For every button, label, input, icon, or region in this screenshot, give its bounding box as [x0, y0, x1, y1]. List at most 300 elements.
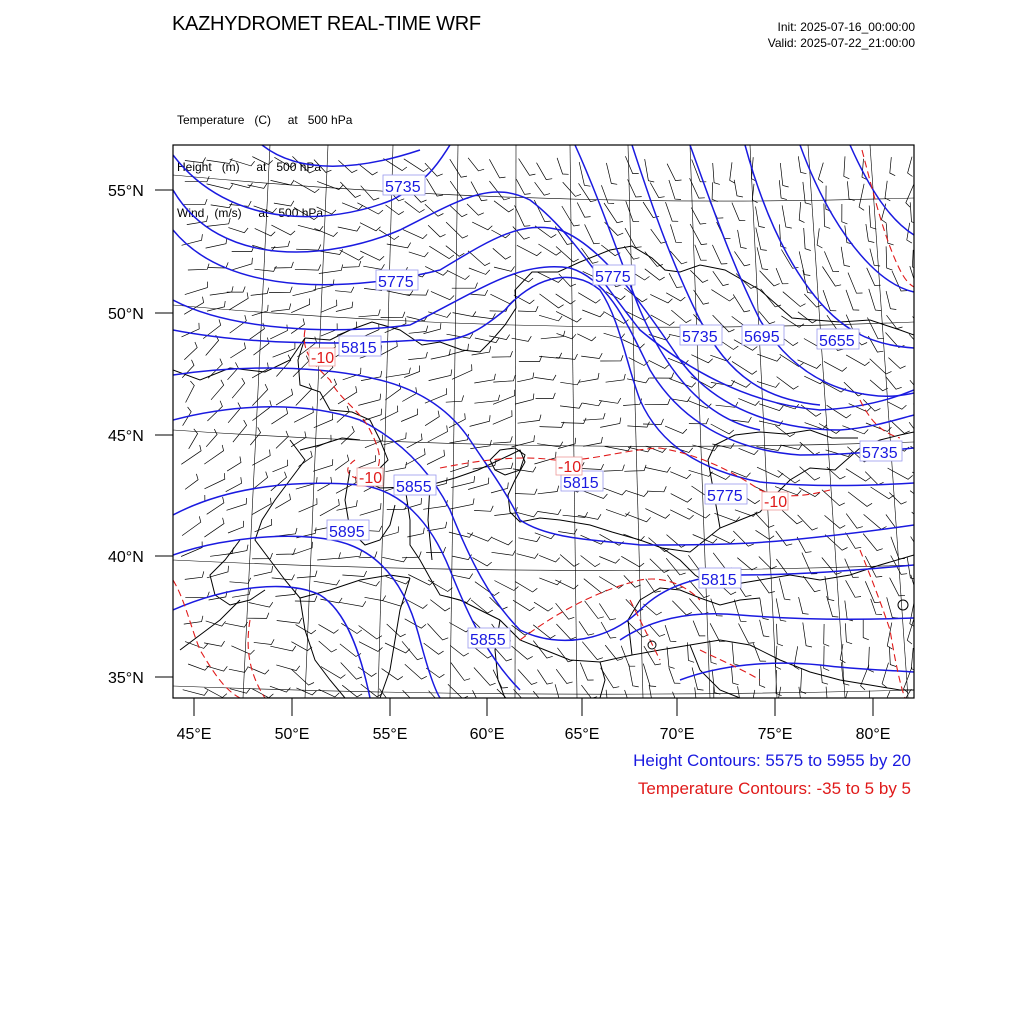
wind-barb [890, 420, 909, 433]
wind-barb [254, 639, 274, 644]
wind-barb [825, 515, 846, 528]
wind-barb [667, 647, 675, 669]
wind-barb [887, 597, 899, 618]
wind-barb [901, 689, 911, 711]
height-label [468, 628, 510, 649]
wind-barb [515, 394, 534, 405]
svg-text:-10: -10 [359, 470, 383, 487]
wind-barb [540, 422, 565, 428]
wind-barb [513, 600, 535, 611]
wind-barb [252, 305, 268, 316]
wind-barb [779, 578, 790, 600]
wind-barb [186, 381, 195, 403]
wind-barb [320, 499, 339, 516]
wind-barb [252, 384, 267, 406]
wind-barb [230, 315, 247, 333]
wind-barb [365, 596, 386, 601]
wind-barb [912, 472, 934, 483]
wind-barb [537, 442, 563, 447]
wind-barb [624, 465, 646, 471]
wind-barb [424, 323, 441, 334]
wind-barb [274, 201, 294, 206]
wind-barb [518, 415, 541, 424]
wind-barb [211, 203, 233, 208]
wind-barb [583, 413, 605, 420]
wind-barb [915, 354, 932, 371]
wind-barb [804, 228, 811, 251]
wind-barb [428, 225, 445, 237]
wind-barb [757, 381, 780, 387]
wind-barb [823, 382, 846, 392]
wind-barb [248, 183, 268, 188]
wind-barb [755, 513, 774, 528]
wind-barb [666, 202, 679, 221]
wind-barb [450, 498, 474, 509]
wind-barb [864, 514, 887, 529]
wind-barb [846, 355, 869, 366]
wind-barb [271, 241, 290, 248]
wind-barb [870, 380, 888, 391]
wind-barb [519, 356, 542, 362]
wind-barb [453, 312, 476, 317]
lon-label: 65°E [564, 726, 600, 743]
wind-barb [472, 222, 492, 230]
wind-barb [712, 535, 735, 544]
wind-barb [670, 251, 687, 264]
wind-barb [313, 459, 333, 471]
wind-barb [517, 245, 542, 255]
wind-barb [404, 498, 422, 509]
wind-barb [913, 317, 930, 331]
wind-barb [577, 203, 590, 218]
wind-barb [628, 179, 642, 197]
wind-barb [803, 182, 811, 205]
wind-barb [468, 158, 484, 171]
wind-barb [625, 690, 638, 710]
wind-barb [452, 555, 471, 560]
wind-barb [693, 535, 717, 544]
wind-barb [517, 554, 539, 559]
wind-barb [205, 473, 225, 489]
wind-barb [623, 534, 644, 541]
wind-barb [225, 622, 247, 627]
wind-barb [277, 618, 302, 623]
wind-barb [629, 664, 639, 687]
wind-barb [712, 182, 718, 201]
wind-barb [606, 374, 626, 382]
wind-barb [405, 201, 425, 212]
wind-barb [914, 290, 923, 313]
wind-barb [537, 509, 561, 514]
lat-label: 45°N [108, 428, 144, 445]
lat-label: 35°N [108, 670, 144, 687]
wind-barb [886, 515, 902, 529]
svg-text:5775: 5775 [707, 488, 743, 505]
wind-barb [750, 690, 755, 716]
wind-barb [254, 566, 273, 576]
wind-barb [185, 592, 209, 598]
wind-barb [892, 271, 907, 291]
wind-barb [341, 663, 362, 680]
wind-barb [779, 180, 787, 199]
wind-barb [645, 509, 669, 519]
wind-barb [342, 571, 366, 577]
wind-barb [358, 667, 377, 677]
wind-barb [185, 282, 208, 295]
wind-barb [495, 463, 513, 470]
wind-barb [181, 445, 201, 464]
wind-barb [493, 248, 511, 259]
wind-barb [489, 159, 505, 178]
wind-barb [710, 640, 717, 664]
wind-barb [603, 488, 626, 495]
wind-barb [824, 251, 839, 271]
wind-barb [606, 690, 614, 712]
wind-barb [624, 575, 641, 587]
wind-barb [341, 426, 354, 444]
wind-barb [493, 436, 512, 443]
wind-barb [733, 294, 750, 311]
wind-barb [890, 578, 905, 596]
wind-barb [539, 555, 560, 562]
wind-barb [537, 163, 553, 180]
wind-barb [252, 363, 268, 378]
wind-barb [799, 488, 820, 497]
wind-barb [538, 244, 561, 255]
wind-barb [255, 519, 272, 532]
height-label [680, 325, 722, 346]
wind-barb [563, 182, 581, 196]
wind-barb [382, 669, 403, 680]
svg-text:5815: 5815 [341, 340, 377, 357]
wind-barb [515, 205, 531, 226]
svg-text:5735: 5735 [385, 179, 421, 196]
wind-barb [182, 516, 201, 535]
temperature-contour-legend: Temperature Contours: -35 to 5 by 5 [637, 779, 911, 798]
wind-barb [761, 289, 781, 307]
wind-barb [336, 302, 353, 312]
wind-barb [514, 295, 535, 304]
wind-barb [207, 301, 225, 311]
wind-barb [493, 390, 515, 405]
wind-barb [321, 300, 337, 313]
wind-barb [578, 514, 601, 519]
wind-barb [449, 434, 468, 443]
height-label [860, 441, 902, 462]
wind-barb [232, 378, 245, 398]
wind-barb [228, 545, 248, 554]
wind-barb [870, 249, 880, 266]
svg-text:-10: -10 [558, 459, 582, 476]
wind-barb [645, 269, 665, 280]
wind-barb [844, 156, 850, 178]
wind-barb [207, 158, 233, 163]
wind-barb [606, 509, 630, 516]
wind-barb [824, 624, 830, 646]
wind-barb [799, 597, 809, 614]
wind-barb [604, 333, 625, 338]
wind-barb [448, 344, 468, 355]
wind-barb [799, 687, 807, 705]
wind-barb [581, 685, 597, 698]
wind-barb [227, 457, 241, 472]
wind-barb [294, 207, 319, 219]
wind-barb [536, 393, 556, 399]
wind-barb [252, 498, 271, 515]
wind-barb [556, 294, 576, 304]
lon-label: 80°E [855, 726, 891, 743]
wind-barb [407, 434, 422, 448]
wind-barb [474, 668, 496, 686]
wind-barb [188, 264, 209, 270]
wind-barb [385, 462, 406, 472]
wind-barb [273, 343, 295, 358]
wind-barb [558, 438, 576, 449]
wind-barb [204, 641, 225, 646]
wind-barb [227, 287, 245, 293]
wind-barb [604, 203, 623, 223]
wind-barb [731, 380, 750, 387]
wind-barb [206, 238, 227, 248]
wind-barb [252, 400, 271, 420]
wind-barb [188, 664, 209, 670]
wind-barb [739, 624, 755, 644]
longitude-labels [177, 726, 891, 743]
wind-barb [848, 492, 872, 507]
wind-barb [649, 624, 665, 636]
wind-barb [408, 575, 434, 586]
wind-barb [385, 643, 410, 653]
svg-text:5895: 5895 [329, 524, 365, 541]
wind-barb [776, 646, 782, 670]
wind-barb [271, 225, 295, 235]
wind-barb [643, 664, 656, 687]
wind-barb [269, 287, 292, 293]
wind-barb [471, 182, 487, 201]
wind-barb [783, 292, 806, 307]
wind-barb [690, 224, 707, 245]
wind-barb [913, 404, 931, 417]
wind-barb [518, 306, 538, 312]
wind-barb [912, 250, 918, 270]
wind-barb [689, 599, 708, 615]
wind-barb [361, 186, 380, 200]
wind-barb [776, 559, 793, 575]
wind-barb [248, 667, 269, 674]
wind-barb [643, 604, 661, 615]
wind-barb [759, 557, 777, 569]
height-label [742, 325, 784, 346]
wind-barb [450, 181, 469, 199]
init-time: Init: 2025-07-16_00:00:00 [777, 20, 915, 34]
wind-barb [446, 395, 464, 402]
wind-barb [804, 294, 822, 307]
wind-barb [359, 581, 380, 586]
wind-barb [739, 448, 759, 454]
wind-barb [782, 205, 792, 228]
wind-barb [912, 512, 934, 528]
wind-barb [888, 468, 913, 479]
variable-height: Height (m) at 500 hPa [177, 159, 322, 174]
wind-barb [710, 623, 726, 642]
wind-barb [624, 246, 639, 259]
wind-barb [643, 202, 659, 218]
wind-barb [467, 533, 492, 541]
wind-barb [409, 326, 428, 334]
wind-barb [381, 312, 405, 318]
wind-barb [556, 624, 576, 639]
wind-barb [623, 399, 642, 406]
svg-text:5815: 5815 [563, 475, 599, 492]
wind-barb [712, 245, 727, 264]
wind-barb [621, 556, 644, 567]
wind-barb [909, 422, 925, 436]
wind-barb [473, 313, 496, 318]
height-label [339, 336, 381, 357]
wind-barb [534, 375, 556, 380]
wind-barb [777, 377, 799, 390]
wind-barb [909, 334, 930, 351]
wind-barb [183, 199, 207, 205]
wind-barb [583, 437, 602, 446]
wind-barb [886, 291, 896, 309]
wind-barb [556, 354, 578, 359]
wind-barb [359, 309, 381, 316]
wind-barb [492, 351, 513, 357]
wind-barb [299, 451, 313, 467]
wind-barb [206, 429, 217, 447]
wind-barb [580, 663, 593, 681]
valid-time: Valid: 2025-07-22_21:00:00 [767, 36, 915, 50]
wind-barb [185, 571, 204, 579]
wind-barb [489, 335, 510, 340]
wind-barb [494, 266, 515, 271]
wind-barb [405, 664, 427, 679]
lat-label: 50°N [108, 306, 144, 323]
wind-barb [205, 688, 227, 698]
wind-barb [474, 506, 493, 512]
wind-barb [665, 426, 687, 433]
wind-barb [799, 251, 810, 275]
wind-barb [801, 405, 821, 416]
wind-barb [317, 552, 340, 560]
wind-barb [869, 289, 882, 311]
svg-text:5695: 5695 [744, 329, 780, 346]
wind-barb [710, 355, 731, 361]
height-contours [173, 145, 914, 698]
lon-label: 60°E [469, 726, 505, 743]
wind-barb [229, 292, 248, 310]
wind-barb [886, 377, 902, 390]
lat-label: 55°N [108, 183, 144, 200]
wind-barb [519, 159, 536, 176]
svg-text:5855: 5855 [396, 479, 432, 496]
wind-barb [427, 450, 445, 465]
wind-barb [776, 531, 793, 546]
wind-barb [273, 460, 288, 472]
wind-barb [780, 354, 804, 366]
lon-label: 55°E [372, 726, 408, 743]
wind-barb [735, 510, 757, 517]
wind-barb [468, 478, 489, 490]
wind-barb [540, 294, 564, 308]
svg-text:-10: -10 [311, 350, 335, 367]
wind-barb [535, 182, 550, 195]
wind-barb [866, 224, 874, 243]
wind-barb [274, 262, 293, 268]
wind-barb [448, 684, 468, 698]
wind-barb [228, 362, 239, 379]
wind-barb [889, 493, 906, 505]
wind-barb [429, 246, 454, 258]
wind-barb [293, 285, 317, 296]
svg-text:-10: -10 [764, 494, 788, 511]
height-label [699, 568, 741, 589]
height-label [383, 175, 425, 196]
wind-barb [383, 433, 406, 445]
wind-barb [585, 601, 604, 619]
wind-barb [206, 335, 219, 355]
wind-barb [358, 394, 380, 406]
wind-barb [798, 515, 818, 530]
wind-barb [512, 336, 532, 341]
wind-barb [273, 528, 297, 537]
wind-barb [584, 579, 607, 593]
wind-barb [447, 270, 470, 279]
wind-barb [841, 691, 847, 717]
wind-barb [335, 287, 354, 292]
wind-barb [383, 159, 407, 171]
wind-barb [688, 508, 711, 518]
wind-barb [757, 467, 783, 477]
wind-barb [204, 518, 224, 537]
wind-barb [604, 465, 625, 472]
wind-barb [731, 666, 738, 685]
wind-barb [826, 687, 834, 712]
wind-barb [360, 503, 381, 515]
temperature-label [762, 492, 788, 511]
wind-barb [251, 288, 269, 296]
wind-barb [600, 355, 623, 361]
wind-barb [845, 601, 853, 621]
temperature-label [556, 457, 582, 476]
wind-barb [276, 665, 300, 671]
height-label [593, 265, 635, 286]
wind-barb [693, 621, 705, 636]
wind-barb [450, 646, 469, 657]
wind-barb [230, 343, 245, 359]
wind-barb [802, 553, 817, 574]
wind-barb [380, 406, 398, 421]
wind-barb [600, 534, 624, 545]
wind-barb [599, 577, 624, 589]
wind-barb [473, 558, 492, 566]
wind-barb [734, 180, 743, 197]
wind-barb [888, 358, 905, 369]
wind-barb [556, 603, 575, 619]
wind-barb [493, 410, 512, 424]
wind-barb [296, 245, 321, 251]
wind-barb [428, 426, 448, 443]
wind-barb [578, 293, 600, 303]
wind-barb [579, 621, 594, 635]
wind-barb [666, 293, 685, 301]
latitude-labels [108, 183, 144, 687]
wind-barb [842, 204, 848, 224]
wind-barb [423, 500, 447, 509]
wind-barb [626, 490, 648, 496]
wind-barb [231, 646, 254, 654]
